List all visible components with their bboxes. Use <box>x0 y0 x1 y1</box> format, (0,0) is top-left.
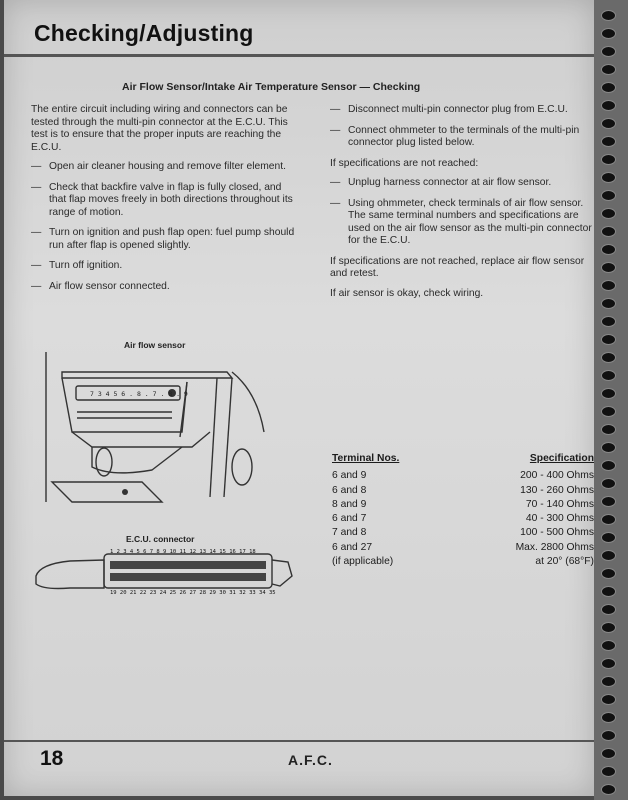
binding-hole <box>601 568 616 579</box>
binding-hole <box>601 766 616 777</box>
spec-cell: 130 - 260 Ohms <box>520 484 594 496</box>
table-row <box>332 541 594 555</box>
header-rule <box>4 54 594 57</box>
spec-cell: 40 - 300 Ohms <box>525 513 594 525</box>
binding-hole <box>601 334 616 345</box>
terminal-cell: 6 and 7 <box>332 513 367 525</box>
manual-page <box>4 0 594 796</box>
binding-hole <box>601 28 616 39</box>
binding-hole <box>601 154 616 165</box>
binding-hole <box>601 532 616 543</box>
svg-text:7 3 4 5 6 . 8 . 7 . 8 . 9: 7 3 4 5 6 . 8 . 7 . 8 . 9 <box>90 390 188 398</box>
binding-hole <box>601 424 616 435</box>
binding-hole <box>601 496 616 507</box>
table-row <box>332 469 594 483</box>
binding-hole <box>601 460 616 471</box>
ecu-connector-label: E.C.U. connector <box>126 534 195 544</box>
binding-hole <box>601 514 616 525</box>
binding-hole <box>601 172 616 183</box>
step-item: — Turn on ignition and push flap open: fuel pump should run after flap is opened slightly. <box>31 227 299 252</box>
spec-table <box>332 452 594 569</box>
condition-text: If air sensor is okay, check wiring. <box>330 287 484 299</box>
binding-hole <box>601 226 616 237</box>
terminal-note: (if applicable) <box>332 556 394 568</box>
condition-text: If specifications are not reached: <box>330 157 479 169</box>
footer-code: A.F.C. <box>288 752 333 768</box>
binding-hole <box>601 550 616 561</box>
spec-cell: 70 - 140 Ohms <box>525 498 594 510</box>
binding-hole <box>601 676 616 687</box>
step-item: — Using ohmmeter, check terminals of air flow sensor. The same terminal numbers and specifications are used on the air flow sensor as the multi-pin connector for the E.C.U. <box>330 198 592 248</box>
terminal-cell: 6 and 9 <box>332 470 367 482</box>
terminal-cell: 7 and 8 <box>332 527 367 539</box>
binding-hole <box>601 388 616 399</box>
step-item: — Connect ohmmeter to the terminals of the multi-pin connector plug listed below. <box>330 125 592 150</box>
terminal-cell: 6 and 8 <box>332 484 367 496</box>
step-item: — Open air cleaner housing and remove filter element. <box>31 161 299 174</box>
right-column <box>330 104 592 307</box>
binding-hole <box>601 604 616 615</box>
spec-cell: 200 - 400 Ohms <box>520 470 594 482</box>
page-title: Checking/Adjusting <box>34 20 254 46</box>
spec-table-header <box>332 452 594 466</box>
step-item: — Turn off ignition. <box>31 260 299 273</box>
binding-hole <box>601 190 616 201</box>
binding-hole <box>601 46 616 57</box>
terminal-header: Terminal Nos. <box>332 453 400 464</box>
terminal-cell: 8 and 9 <box>332 498 367 510</box>
air-flow-sensor-label: Air flow sensor <box>124 340 186 350</box>
spec-note: at 20° (68°F) <box>535 556 594 568</box>
binding-hole <box>601 352 616 363</box>
terminal-cell: 6 and 27 <box>332 541 373 553</box>
section-heading: Air Flow Sensor/Intake Air Temperature Sensor — Checking <box>122 81 421 93</box>
binding-hole <box>601 64 616 75</box>
specification-header: Specification <box>529 453 594 464</box>
binding-hole <box>601 442 616 453</box>
binding-hole <box>601 370 616 381</box>
page-number: 18 <box>40 747 64 770</box>
footer-rule <box>4 740 594 742</box>
spec-cell: Max. 2800 Ohms <box>515 541 594 553</box>
binding-hole <box>601 712 616 723</box>
binding-hole <box>601 280 616 291</box>
binding-hole <box>601 316 616 327</box>
binding-hole <box>601 478 616 489</box>
binding-hole <box>601 262 616 273</box>
binding-hole <box>601 244 616 255</box>
spec-cell: 100 - 500 Ohms <box>520 527 594 539</box>
binding-hole <box>601 10 616 21</box>
binding-hole <box>601 694 616 705</box>
binding-hole <box>601 298 616 309</box>
step-item: — Air flow sensor connected. <box>31 281 299 294</box>
svg-text:1 2 3 4 5 6 7 8 9 10 11 12 13: 1 2 3 4 5 6 7 8 9 10 11 12 13 14 15 16 17 18 <box>110 549 256 555</box>
binding-hole <box>601 136 616 147</box>
binding-hole <box>601 730 616 741</box>
step-item: — Disconnect multi-pin connector plug from E.C.U. <box>330 104 592 117</box>
table-row <box>332 555 594 569</box>
air-flow-sensor-diagram <box>32 352 282 512</box>
svg-text:19 20 21 22 23 24 25 26 27 28: 19 20 21 22 23 24 25 26 27 28 29 30 31 32 33 34 35 <box>110 590 276 596</box>
step-item: — Unplug harness connector at air flow sensor. <box>330 177 592 190</box>
ecu-connector-diagram <box>30 546 296 596</box>
table-row <box>332 484 594 498</box>
binding-hole <box>601 622 616 633</box>
table-row <box>332 526 594 540</box>
binding-hole <box>601 118 616 129</box>
binding-hole <box>601 748 616 759</box>
spiral-binding <box>594 0 628 800</box>
binding-hole <box>601 82 616 93</box>
table-row <box>332 512 594 526</box>
table-row <box>332 498 594 512</box>
condition-text: If specifications are not reached, replace air flow sensor and retest. <box>330 255 585 279</box>
binding-hole <box>601 586 616 597</box>
binding-hole <box>601 784 616 795</box>
step-item: — Check that backfire valve in flap is fully closed, and that flap moves freely in both directions throughout its range of motion. <box>31 182 299 220</box>
binding-hole <box>601 406 616 417</box>
binding-hole <box>601 208 616 219</box>
binding-hole <box>601 100 616 111</box>
binding-hole <box>601 658 616 669</box>
binding-hole <box>601 640 616 651</box>
left-column <box>31 104 299 301</box>
intro-paragraph: The entire circuit including wiring and connectors can be tested through the multi-pin connector at the E.C.U. This test is to ensure that the proper inputs are reaching the E.C.U. <box>31 104 288 153</box>
